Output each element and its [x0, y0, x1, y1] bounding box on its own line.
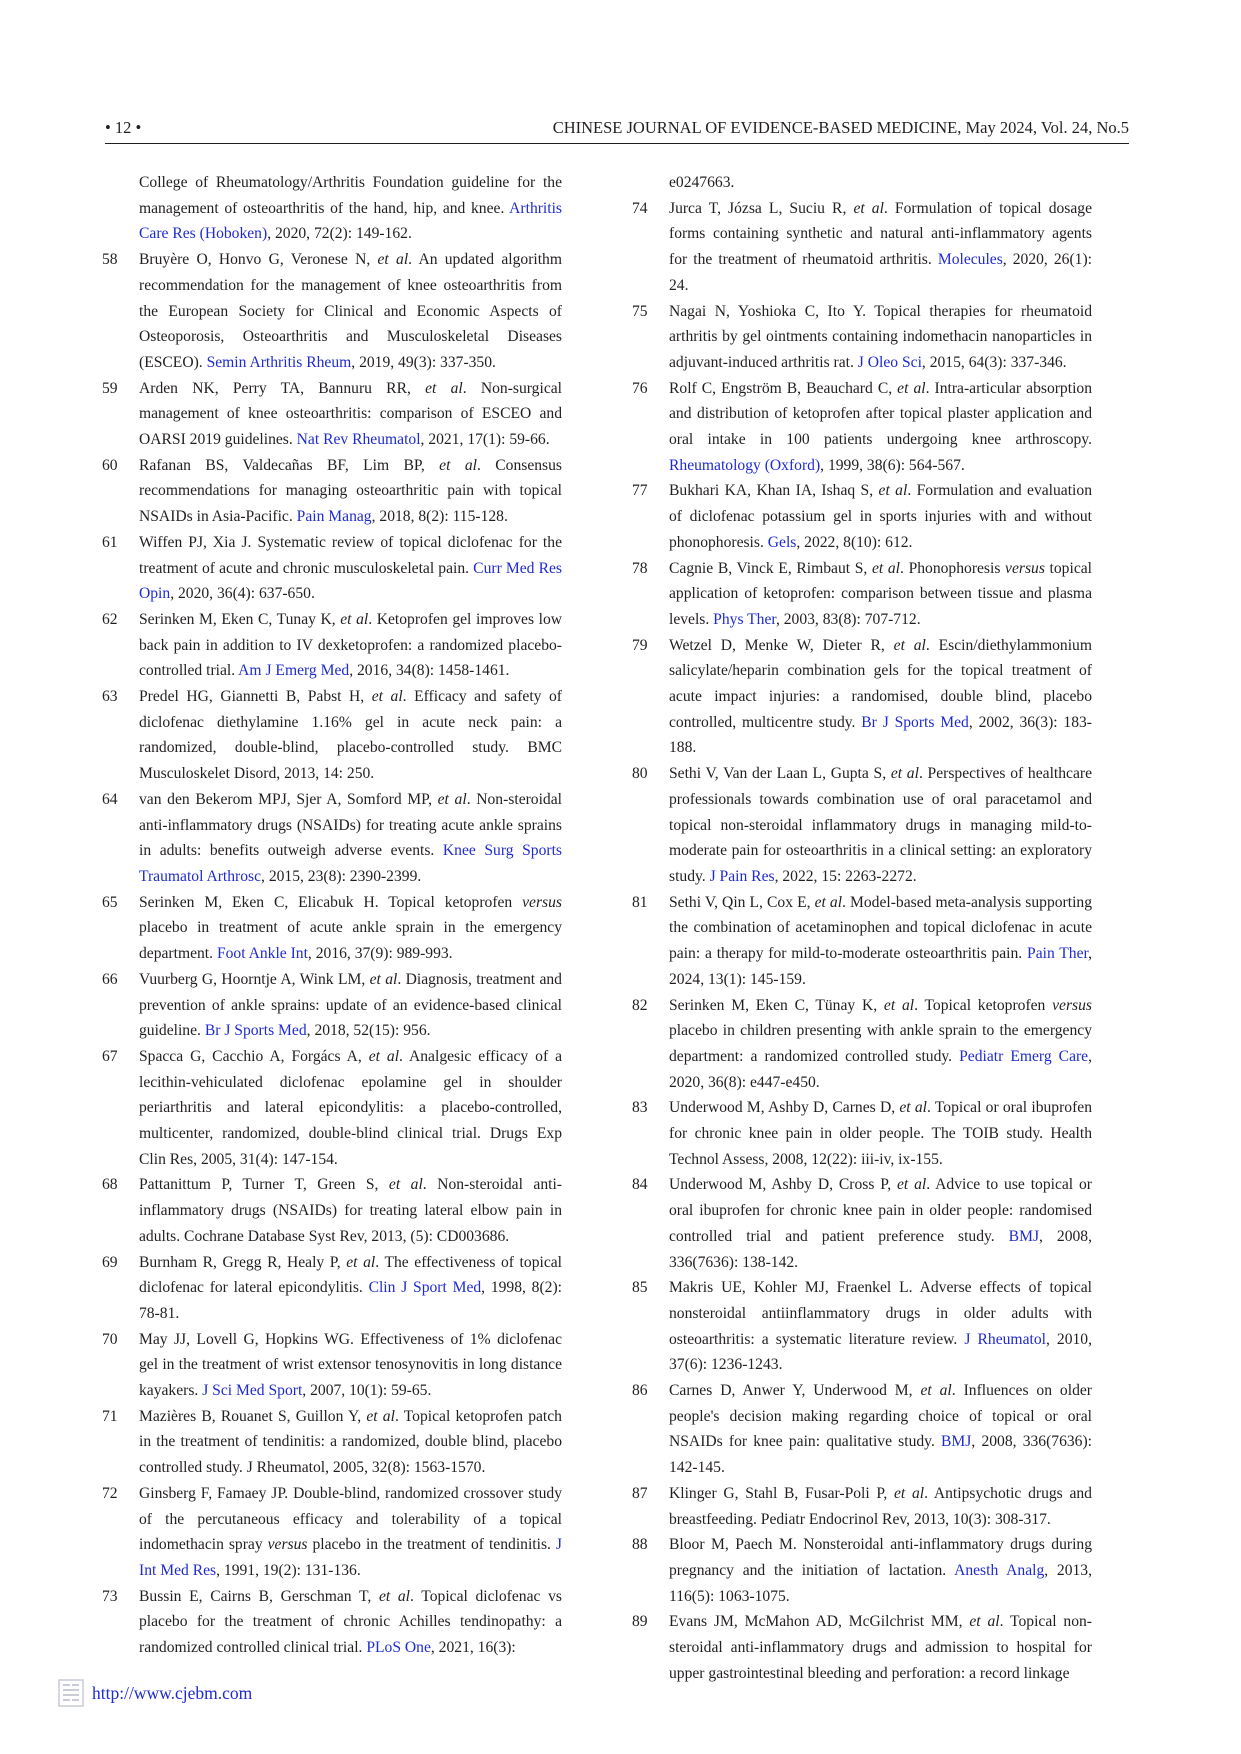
reference-number: 86	[632, 1382, 648, 1400]
citation-text: . Non-steroidal anti-inflammatory drugs (NSAIDs) for treating lateral elbow pain in adults. Cochrane Database Syst Rev, 2013, (5): CD003686.	[139, 1176, 562, 1245]
page-number: • 12 •	[105, 118, 142, 137]
citation-text: . Escin/diethylammonium salicylate/heparin combination gels for the topical treatment of acute impact injuries: a randomised, double blind, placebo controlled, multicentre study.	[669, 636, 1092, 731]
citation-text: , 2020, 26(1): 24.	[669, 251, 1092, 294]
citation-text: , 2013, 116(5): 1063-1075.	[669, 1561, 1093, 1605]
citation-text: Klinger G, Stahl B, Fusar-Poli P,	[669, 1484, 894, 1502]
citation-text: , 2018, 8(2): 115-128.	[371, 508, 508, 526]
reference-text	[139, 787, 562, 890]
journal-link[interactable]: Pain Manag	[296, 508, 372, 526]
citation-text: . An updated algorithm recommendation for the management of knee osteoarthritis from the European Society for Clinical and Economic Aspects of Osteoporosis, Osteoarthritis and Musculoskeletal Diseases (ESCEO).	[139, 251, 562, 371]
citation-text: placebo in children presenting with ankle sprain to the emergency department: a randomized controlled study.	[669, 1022, 1092, 1065]
reference-number: 61	[102, 533, 118, 551]
reference-item	[102, 1404, 562, 1481]
citation-text: . Perspectives of healthcare professionals towards combination use of oral paracetamol and topical non-steroidal inflammatory drugs in managing mild-to-moderate pain for osteoarthritis in a clinical setting: an exploratory study.	[669, 765, 1092, 885]
reference-text	[139, 1044, 562, 1173]
reference-text	[139, 1327, 562, 1404]
citation-text: . Topical diclofenac vs placebo for the treatment of chronic Achilles tendinopathy: a randomized controlled clinical trial.	[139, 1587, 562, 1657]
reference-number: 74	[632, 199, 648, 217]
reference-text	[139, 967, 562, 1044]
reference-number: 71	[102, 1407, 118, 1425]
italic-text: et al	[897, 379, 926, 397]
reference-text	[669, 196, 1092, 299]
journal-website-link[interactable]: http://www.cjebm.com	[92, 1682, 253, 1703]
reference-item	[632, 761, 1092, 890]
journal-link[interactable]: Curr Med Res Opin	[139, 559, 562, 603]
italic-text: et al	[340, 610, 369, 628]
citation-text: Carnes D, Anwer Y, Underwood M,	[669, 1382, 921, 1400]
citation-text: Underwood M, Ashby D, Carnes D,	[669, 1099, 900, 1117]
reference-item	[632, 890, 1092, 993]
reference-number: 72	[102, 1484, 118, 1502]
citation-text: . The effectiveness of topical diclofenac for lateral epicondylitis.	[139, 1253, 562, 1297]
citation-text: , 2018, 52(15): 956.	[306, 1022, 431, 1040]
reference-text	[669, 761, 1092, 890]
citation-text: . Diagnosis, treatment and prevention of ankle sprains: update of an evidence-based clinical guideline.	[139, 970, 562, 1040]
citation-text: . Topical non-steroidal anti-inflammatory drugs and admission to hospital for upper gastrointestinal bleeding and perforation: a record linkage	[669, 1613, 1092, 1682]
reference-number: 68	[102, 1176, 118, 1194]
reference-text	[139, 1250, 562, 1327]
reference-text	[669, 478, 1092, 555]
citation-text: Bukhari KA, Khan IA, Ishaq S,	[669, 482, 879, 500]
reference-number: 60	[102, 456, 118, 474]
reference-text	[669, 1095, 1092, 1172]
reference-text	[669, 170, 1092, 196]
italic-text: et al	[377, 251, 409, 269]
reference-text	[139, 890, 562, 967]
journal-link[interactable]: Foot Ankle Int	[216, 945, 308, 963]
reference-item	[102, 247, 562, 376]
journal-link[interactable]: Nat Rev Rheumatol	[296, 431, 421, 449]
italic-text: et al	[388, 1176, 423, 1194]
citation-text: , 2022, 15: 2263-2272.	[774, 867, 917, 885]
journal-link[interactable]: Br J Sports Med	[204, 1022, 307, 1040]
italic-text: et al	[896, 1176, 927, 1194]
citation-text: Sethi V, Van der Laan L, Gupta S,	[669, 765, 891, 783]
running-header	[105, 118, 1129, 142]
reference-text	[139, 453, 562, 530]
italic-text: versus	[522, 893, 562, 911]
reference-number: 73	[102, 1587, 118, 1605]
citation-text: Underwood M, Ashby D, Cross P,	[669, 1176, 897, 1194]
italic-text: et al	[369, 970, 398, 988]
citation-text: College of Rheumatology/Arthritis Foundation guideline for the management of osteoarthritis of the hand, hip, and knee.	[139, 174, 562, 217]
italic-text: et al	[346, 1253, 376, 1271]
citation-text: Rolf C, Engström B, Beauchard C,	[669, 379, 898, 397]
reference-text	[139, 530, 562, 607]
reference-item	[632, 196, 1092, 299]
reference-number: 63	[102, 688, 118, 706]
reference-text	[669, 1609, 1092, 1686]
citation-text: , 2015, 23(8): 2390-2399.	[261, 867, 422, 885]
citation-text: , 2008, 336(7636): 138-142.	[669, 1227, 1092, 1271]
citation-text: Nagai N, Yoshioka C, Ito Y. Topical therapies for rheumatoid arthritis by gel ointments containing indomethacin nanoparticles in adjuvant-induced arthritis rat.	[669, 302, 1092, 371]
reference-item	[632, 1172, 1092, 1275]
italic-text: versus	[267, 1536, 308, 1554]
journal-citation-line: CHINESE JOURNAL OF EVIDENCE-BASED MEDICINE, May 2024, Vol. 24, No.5	[552, 118, 1129, 137]
reference-list-right-column	[632, 170, 1092, 1686]
citation-text: , 2020, 36(8): e447-e450.	[669, 1047, 1093, 1091]
citation-text: . Model-based meta-analysis supporting the combination of acetaminophen and topical diclofenac in acute pain: a therapy for mild-to-moderate osteoarthritis pain.	[669, 893, 1092, 963]
reference-item	[102, 890, 562, 967]
header-rule	[105, 143, 1129, 144]
journal-link[interactable]: Clin J Sport Med	[368, 1279, 482, 1297]
citation-text: , 2015, 64(3): 337-346.	[921, 353, 1067, 371]
reference-number: 58	[102, 251, 118, 269]
citation-text: Spacca G, Cacchio A, Forgács A,	[139, 1047, 369, 1065]
journal-link[interactable]: Semin Arthritis Rheum	[206, 353, 352, 371]
reference-item	[102, 376, 562, 453]
reference-text	[139, 684, 562, 787]
reference-item	[632, 1275, 1092, 1378]
italic-text: et al	[893, 636, 926, 654]
reference-number: 64	[102, 790, 118, 808]
citation-text: , 1998, 8(2): 78-81.	[139, 1279, 562, 1322]
italic-text: versus	[1052, 996, 1092, 1014]
reference-item	[632, 1481, 1092, 1532]
journal-link[interactable]: Pediatr Emerg Care	[959, 1047, 1089, 1065]
journal-link[interactable]: Phys Ther	[713, 610, 776, 628]
citation-text: Mazières B, Rouanet S, Guillon Y,	[139, 1407, 367, 1425]
reference-text	[139, 247, 562, 376]
journal-link[interactable]: Br J Sports Med	[861, 713, 969, 731]
italic-text: versus	[1005, 559, 1045, 577]
reference-item	[102, 1481, 562, 1584]
reference-number: 83	[632, 1099, 648, 1117]
reference-text	[669, 1532, 1092, 1609]
reference-number: 65	[102, 893, 118, 911]
citation-text: Sethi V, Qin L, Cox E,	[669, 893, 815, 911]
reference-item	[632, 633, 1092, 762]
journal-link[interactable]: J Oleo Sci	[857, 353, 922, 371]
reference-item	[102, 787, 562, 890]
reference-number: 89	[632, 1613, 648, 1631]
reference-item	[102, 1327, 562, 1404]
citation-text: placebo in treatment of acute ankle sprain in the emergency department.	[139, 919, 562, 963]
citation-text: . Non-surgical management of knee osteoarthritis: comparison of ESCEO and OARSI 2019 guidelines.	[139, 379, 562, 449]
italic-text: et al	[878, 482, 908, 500]
citation-text: . Formulation of topical dosage forms containing synthetic and natural anti-inflammatory agents for the treatment of rheumatoid arthritis.	[669, 199, 1092, 269]
reference-number: 75	[632, 302, 648, 320]
italic-text: et al	[920, 1382, 952, 1400]
reference-item	[632, 556, 1092, 633]
journal-link[interactable]: PLoS One	[366, 1639, 431, 1657]
citation-text: Jurca T, Józsa L, Suciu R,	[669, 199, 854, 217]
citation-text: Wiffen PJ, Xia J. Systematic review of topical diclofenac for the treatment of acute and chronic musculoskeletal pain.	[139, 533, 562, 577]
italic-text: et al	[883, 996, 915, 1014]
italic-text: et al	[890, 765, 919, 783]
citation-text: Evans JM, McMahon AD, McGilchrist MM,	[669, 1613, 970, 1631]
citation-text: Pattanittum P, Turner T, Green S,	[139, 1176, 389, 1194]
citation-text: , 2010, 37(6): 1236-1243.	[669, 1330, 1092, 1374]
citation-text: , 2003, 83(8): 707-712.	[775, 610, 921, 628]
citation-text: Serinken M, Eken C, Tünay K,	[669, 996, 884, 1014]
reference-text	[139, 376, 562, 453]
italic-text: et al	[871, 559, 901, 577]
journal-link[interactable]: Rheumatology (Oxford)	[669, 456, 821, 474]
italic-text: et al	[439, 456, 477, 474]
reference-item	[632, 170, 1092, 196]
reference-number: 84	[632, 1176, 648, 1194]
reference-item	[102, 1044, 562, 1173]
citation-text: Bussin E, Cairns B, Gerschman T,	[139, 1587, 379, 1605]
citation-text: Vuurberg G, Hoorntje A, Wink LM,	[139, 970, 370, 988]
reference-number: 59	[102, 379, 118, 397]
reference-item	[102, 530, 562, 607]
journal-link[interactable]: Arthritis Care Res (Hoboken)	[139, 199, 562, 243]
reference-item	[102, 1172, 562, 1249]
reference-text	[669, 1481, 1092, 1532]
citation-text: , 2020, 36(4): 637-650.	[170, 585, 315, 603]
italic-text: et al	[899, 1099, 927, 1117]
citation-text: Serinken M, Eken C, Tunay K,	[139, 610, 341, 628]
italic-text: et al	[366, 1407, 395, 1425]
italic-text: et al	[425, 379, 463, 397]
citation-text: . Antipsychotic drugs and breastfeeding. Pediatr Endocrinol Rev, 2013, 10(3): 308-317.	[669, 1484, 1092, 1528]
reference-text	[669, 890, 1092, 993]
citation-text: . Non-steroidal anti-inflammatory drugs (NSAIDs) for treating acute ankle sprains in adults: benefits outweigh adverse events.	[139, 790, 562, 860]
reference-item	[632, 1609, 1092, 1686]
citation-text: van den Bekerom MPJ, Sjer A, Somford MP,	[139, 790, 438, 808]
journal-link[interactable]: Anesth Analg	[954, 1561, 1045, 1579]
citation-text: , 2021, 16(3):	[430, 1639, 516, 1657]
italic-text: et al	[437, 790, 467, 808]
citation-text: , 2007, 10(1): 59-65.	[302, 1382, 432, 1400]
citation-text: , 1991, 19(2): 131-136.	[216, 1561, 361, 1579]
citation-text: , 2016, 34(8): 1458-1461.	[349, 662, 510, 680]
citation-text: placebo in the treatment of tendinitis.	[307, 1536, 556, 1554]
citation-text: Arden NK, Perry TA, Bannuru RR,	[139, 379, 426, 397]
citation-text: , 2021, 17(1): 59-66.	[420, 431, 550, 449]
journal-link[interactable]: Molecules	[937, 251, 1003, 269]
reference-number: 66	[102, 970, 118, 988]
citation-text: Burnham R, Gregg R, Healy P,	[139, 1253, 347, 1271]
citation-text: , 2019, 49(3): 337-350.	[351, 353, 496, 371]
citation-text: topical application of ketoprofen: comparison between tissue and plasma levels.	[669, 559, 1092, 628]
reference-number: 70	[102, 1330, 118, 1348]
italic-text: et al	[969, 1613, 1000, 1631]
reference-number: 78	[632, 559, 648, 577]
citation-text: , 2022, 8(10): 612.	[796, 533, 913, 551]
citation-text: Bruyère O, Honvo G, Veronese N,	[139, 251, 378, 269]
reference-number: 76	[632, 379, 648, 397]
journal-link[interactable]: Gels	[767, 533, 797, 551]
citation-text: , 2020, 72(2): 149-162.	[267, 225, 412, 243]
journal-link[interactable]: J Pain Res	[709, 867, 775, 885]
citation-text: , 2024, 13(1): 145-159.	[669, 945, 1092, 988]
citation-text: Cagnie B, Vinck E, Rimbaut S,	[669, 559, 872, 577]
citation-text: Bloor M, Paech M. Nonsteroidal anti-inflammatory drugs during pregnancy and the initiation of lactation.	[669, 1536, 1092, 1579]
citation-text: . Analgesic efficacy of a lecithin-vehiculated diclofenac epolamine gel in shoulder periarthritis and lateral epicondylitis: a placebo-controlled, multicenter, randomized, double-blind clinical trial. Drugs Exp Clin Res, 2005, 31(4): 147-154.	[139, 1047, 562, 1168]
reference-item	[632, 376, 1092, 479]
italic-text: et al	[368, 1047, 400, 1065]
reference-text	[139, 1481, 562, 1584]
reference-text	[139, 1584, 562, 1661]
journal-logo-icon	[58, 1679, 84, 1707]
journal-link[interactable]: BMJ	[1008, 1227, 1040, 1245]
reference-item	[102, 684, 562, 787]
citation-text: , 2008, 336(7636): 142-145.	[669, 1433, 1092, 1477]
italic-text: et al	[371, 688, 403, 706]
italic-text: et al	[814, 893, 843, 911]
citation-text: . Consensus recommendations for managing osteoarthritic pain with topical NSAIDs in Asia-Pacific.	[139, 456, 562, 526]
reference-number: 67	[102, 1047, 118, 1065]
reference-number: 87	[632, 1484, 648, 1502]
reference-item	[632, 1532, 1092, 1609]
citation-text: . Topical ketoprofen patch in the treatment of tendinitis: a randomized, double blind, placebo controlled study. J Rheumatol, 2005, 32(8): 1563-1570.	[139, 1407, 562, 1477]
citation-text: e0247663.	[669, 174, 735, 191]
reference-number: 80	[632, 765, 648, 783]
reference-text	[139, 1404, 562, 1481]
reference-number: 62	[102, 610, 118, 628]
citation-text: . Phonophoresis	[900, 559, 1006, 577]
journal-link[interactable]: BMJ	[941, 1433, 972, 1451]
citation-text: . Formulation and evaluation of diclofenac potassium gel in sports injuries with and without phonophoresis.	[669, 482, 1092, 551]
citation-text: . Intra-articular absorption and distribution of ketoprofen after topical plaster application and oral intake in 100 patients undergoing knee arthroscopy.	[669, 379, 1092, 449]
reference-text	[669, 556, 1092, 633]
citation-text: Rafanan BS, Valdecañas BF, Lim BP,	[139, 456, 440, 474]
reference-item	[102, 1584, 562, 1661]
journal-link[interactable]: Am J Emerg Med	[238, 662, 350, 680]
citation-text: Ginsberg F, Famaey JP. Double-blind, randomized crossover study of the percutaneous efficacy and tolerability of a topical indomethacin spray	[139, 1484, 562, 1554]
italic-text: et al	[378, 1587, 410, 1605]
citation-text: Serinken M, Eken C, Elicabuk H. Topical ketoprofen	[139, 893, 523, 911]
reference-number: 82	[632, 996, 648, 1014]
journal-link[interactable]: J Int Med Res	[139, 1536, 562, 1579]
citation-text: . Topical or oral ibuprofen for chronic knee pain in older people. The TOIB study. Health Technol Assess, 2008, 12(22): iii-iv, ix-155.	[669, 1099, 1092, 1168]
reference-item	[102, 607, 562, 684]
citation-text: . Topical ketoprofen	[914, 996, 1053, 1014]
citation-text: Wetzel D, Menke W, Dieter R,	[669, 636, 894, 654]
reference-text	[139, 1172, 562, 1249]
reference-item	[632, 1378, 1092, 1481]
reference-item	[102, 453, 562, 530]
journal-link[interactable]: J Sci Med Sport	[202, 1382, 303, 1400]
citation-text: . Efficacy and safety of diclofenac diethylamine 1.16% gel in acute neck pain: a randomized, double-blind, placebo-controlled study. BMC Musculoskelet Disord, 2013, 14: 250.	[139, 688, 562, 783]
reference-item	[102, 1250, 562, 1327]
reference-text	[669, 376, 1092, 479]
citation-text: . Ketoprofen gel improves low back pain in addition to IV dexketoprofen: a randomized placebo-controlled trial.	[139, 610, 563, 680]
reference-text	[669, 1275, 1092, 1378]
citation-text: May JJ, Lovell G, Hopkins WG. Effectiveness of 1% diclofenac gel in the treatment of wrist extensor tenosynovitis in long distance kayakers.	[139, 1330, 562, 1400]
italic-text: et al	[894, 1484, 925, 1502]
reference-text	[669, 299, 1092, 376]
journal-link[interactable]: J Rheumatol	[964, 1330, 1046, 1348]
reference-number: 77	[632, 482, 648, 500]
reference-item	[102, 170, 562, 247]
journal-link[interactable]: Knee Surg Sports Traumatol Arthrosc	[139, 842, 562, 885]
reference-text	[669, 633, 1092, 762]
reference-text	[669, 1378, 1092, 1481]
reference-item	[632, 993, 1092, 1096]
citation-text: Makris UE, Kohler MJ, Fraenkel L. Adverse effects of topical nonsteroidal antiinflammatory drugs in older adults with osteoarthritis: a systematic literature review.	[669, 1279, 1092, 1348]
reference-text	[139, 170, 562, 247]
reference-text	[669, 993, 1092, 1096]
citation-text: , 2016, 37(9): 989-993.	[307, 945, 453, 963]
reference-text	[139, 607, 562, 684]
citation-text: . Influences on older people's decision making regarding choice of topical or oral NSAIDs for knee pain: qualitative study.	[669, 1382, 1092, 1451]
reference-number: 69	[102, 1253, 118, 1271]
italic-text: et al	[853, 199, 884, 217]
citation-text: . Advice to use topical or oral ibuprofen for chronic knee pain in older people: randomised controlled trial and patient preference study.	[669, 1176, 1092, 1245]
reference-list-left-column	[102, 170, 562, 1661]
reference-number: 88	[632, 1536, 648, 1554]
reference-number: 81	[632, 893, 648, 911]
reference-number: 79	[632, 636, 648, 654]
reference-item	[632, 299, 1092, 376]
citation-text: , 2002, 36(3): 183-188.	[669, 713, 1092, 757]
citation-text: , 1999, 38(6): 564-567.	[820, 456, 965, 474]
citation-text: Predel HG, Giannetti B, Pabst H,	[139, 688, 372, 706]
reference-item	[632, 1095, 1092, 1172]
footer	[58, 1678, 252, 1708]
reference-text	[669, 1172, 1092, 1275]
reference-item	[632, 478, 1092, 555]
journal-link[interactable]: Pain Ther	[1027, 945, 1089, 963]
reference-item	[102, 967, 562, 1044]
reference-number: 85	[632, 1279, 648, 1297]
